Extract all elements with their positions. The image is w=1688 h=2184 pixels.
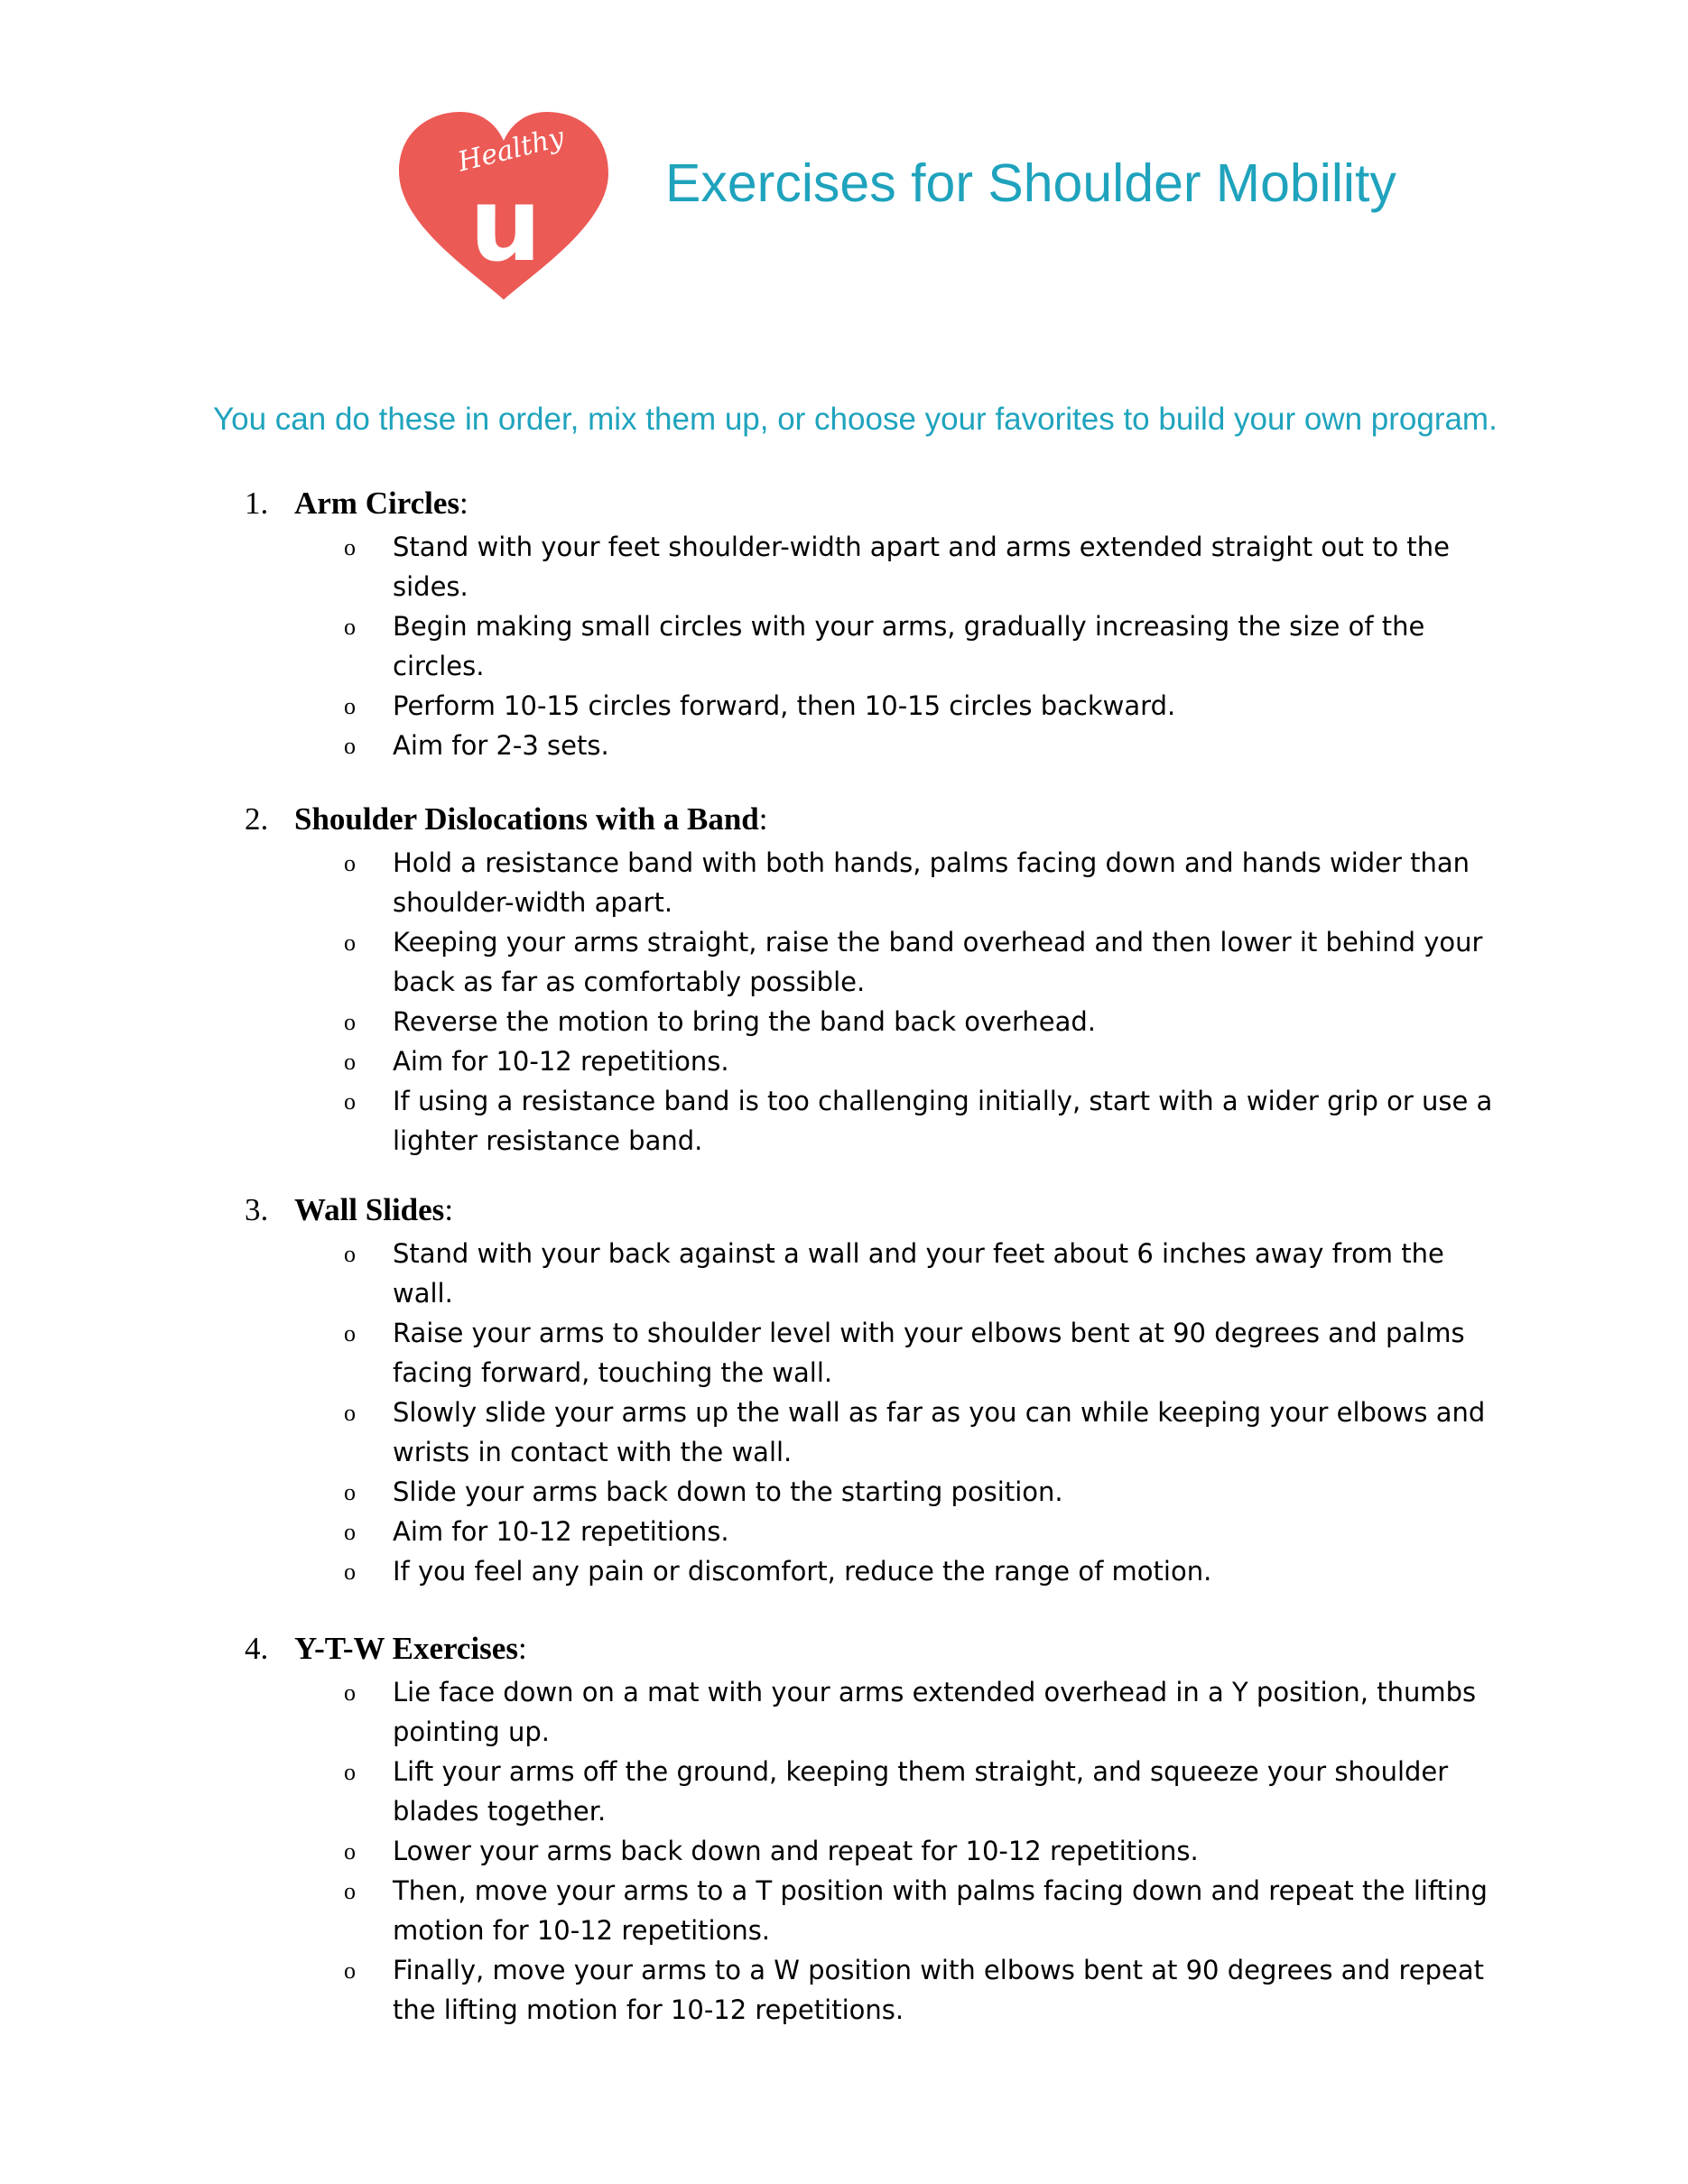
item-text: Reverse the motion to bring the band back overhead.: [393, 1006, 1096, 1037]
item-text: Slide your arms back down to the starting position.: [393, 1476, 1063, 1507]
item-text: Lower your arms back down and repeat for 10-12 repetitions.: [393, 1836, 1199, 1866]
intro-text: You can do these in order, mix them up, or choose your favorites to build your own program.: [213, 402, 1498, 437]
section-title: Arm Circles: [294, 486, 460, 521]
section-number: 2.: [245, 801, 269, 837]
item-text: Aim for 10-12 repetitions.: [393, 1046, 729, 1077]
list-item: [0, 1393, 1688, 1472]
list-item: [0, 726, 1688, 765]
heading-colon: :: [758, 801, 768, 837]
logo-script-word: Healthy: [454, 121, 568, 179]
bullet-list: [0, 527, 1688, 765]
logo-letter: u: [469, 167, 542, 284]
bullet-icon: o: [344, 1049, 356, 1075]
bullet-icon: o: [344, 1009, 356, 1035]
item-text: Aim for 2-3 sets.: [393, 730, 609, 761]
heading-colon: :: [444, 1192, 454, 1227]
item-text: Raise your arms to shoulder level with your elbows bent at 90 degrees and palms facing forward, touching the wall.: [393, 1318, 1465, 1388]
section-number: 4.: [245, 1631, 269, 1666]
list-item: [0, 843, 1688, 922]
list-item: [0, 1950, 1688, 2030]
list-item: [0, 1041, 1688, 1081]
item-text: Then, move your arms to a T position with palms facing down and repeat the lifting motion for 10-12 repetitions.: [393, 1875, 1488, 1946]
heading-colon: :: [459, 486, 468, 521]
page-title: Exercises for Shoulder Mobility: [665, 153, 1396, 213]
bullet-list: [0, 1234, 1688, 1591]
list-item: [0, 922, 1688, 1002]
list-item: [0, 1234, 1688, 1313]
bullet-icon: o: [344, 1241, 356, 1267]
bullet-icon: o: [344, 1680, 356, 1706]
bullet-icon: o: [344, 534, 356, 560]
section-title: Y-T-W Exercises: [294, 1631, 518, 1666]
item-text: Lift your arms off the ground, keeping them straight, and squeeze your shoulder blades together.: [393, 1756, 1449, 1827]
item-text: Lie face down on a mat with your arms extended overhead in a Y position, thumbs pointing up.: [393, 1677, 1477, 1747]
item-text: If you feel any pain or discomfort, reduce the range of motion.: [393, 1556, 1212, 1587]
heading-colon: :: [517, 1631, 527, 1666]
bullet-list: [0, 1672, 1688, 2030]
bullet-icon: o: [344, 850, 356, 876]
item-text: Aim for 10-12 repetitions.: [393, 1516, 729, 1547]
item-text: Stand with your feet shoulder-width apart and arms extended straight out to the sides.: [393, 532, 1451, 602]
list-item: [0, 1752, 1688, 1831]
section-title: Wall Slides: [294, 1192, 445, 1227]
list-item: [0, 1831, 1688, 1871]
heart-icon: [395, 108, 612, 307]
bullet-icon: o: [344, 1838, 356, 1865]
bullet-icon: o: [344, 614, 356, 640]
bullet-icon: o: [344, 1320, 356, 1346]
item-text: Finally, move your arms to a W position with elbows bent at 90 degrees and repeat the lifting motion for 10-12 repetitions.: [393, 1955, 1484, 2025]
healthy-u-logo: [395, 108, 612, 307]
bullet-icon: o: [344, 1759, 356, 1785]
bullet-icon: o: [344, 1559, 356, 1585]
list-item: [0, 606, 1688, 686]
bullet-icon: o: [344, 930, 356, 956]
list-item: [0, 1551, 1688, 1591]
bullet-icon: o: [344, 1519, 356, 1545]
list-item: [0, 1512, 1688, 1551]
item-text: Stand with your back against a wall and your feet about 6 inches away from the wall.: [393, 1238, 1444, 1309]
list-item: [0, 1472, 1688, 1512]
list-item: [0, 1081, 1688, 1161]
bullet-icon: o: [344, 693, 356, 719]
bullet-icon: o: [344, 1088, 356, 1115]
item-text: Hold a resistance band with both hands, palms facing down and hands wider than shoulder-width apart.: [393, 847, 1470, 918]
item-text: Slowly slide your arms up the wall as far as you can while keeping your elbows and wrists in contact with the wall.: [393, 1397, 1486, 1467]
bullet-icon: o: [344, 1957, 356, 1984]
bullet-icon: o: [344, 1400, 356, 1426]
bullet-icon: o: [344, 733, 356, 759]
section-number: 1.: [245, 486, 269, 521]
item-text: If using a resistance band is too challenging initially, start with a wider grip or use a lighter resistance band.: [393, 1086, 1493, 1156]
bullet-list: [0, 843, 1688, 1161]
item-text: Keeping your arms straight, raise the band overhead and then lower it behind your back as far as comfortably possible.: [393, 927, 1483, 997]
item-text: Begin making small circles with your arms, gradually increasing the size of the circles.: [393, 611, 1425, 681]
section-title: Shoulder Dislocations with a Band: [294, 801, 759, 837]
section-number: 3.: [245, 1192, 269, 1227]
bullet-icon: o: [344, 1479, 356, 1505]
item-text: Perform 10-15 circles forward, then 10-15 circles backward.: [393, 690, 1176, 721]
list-item: [0, 1313, 1688, 1393]
bullet-icon: o: [344, 1878, 356, 1904]
list-item: [0, 1672, 1688, 1752]
list-item: [0, 686, 1688, 726]
list-item: [0, 1871, 1688, 1950]
list-item: [0, 1002, 1688, 1041]
list-item: [0, 527, 1688, 606]
